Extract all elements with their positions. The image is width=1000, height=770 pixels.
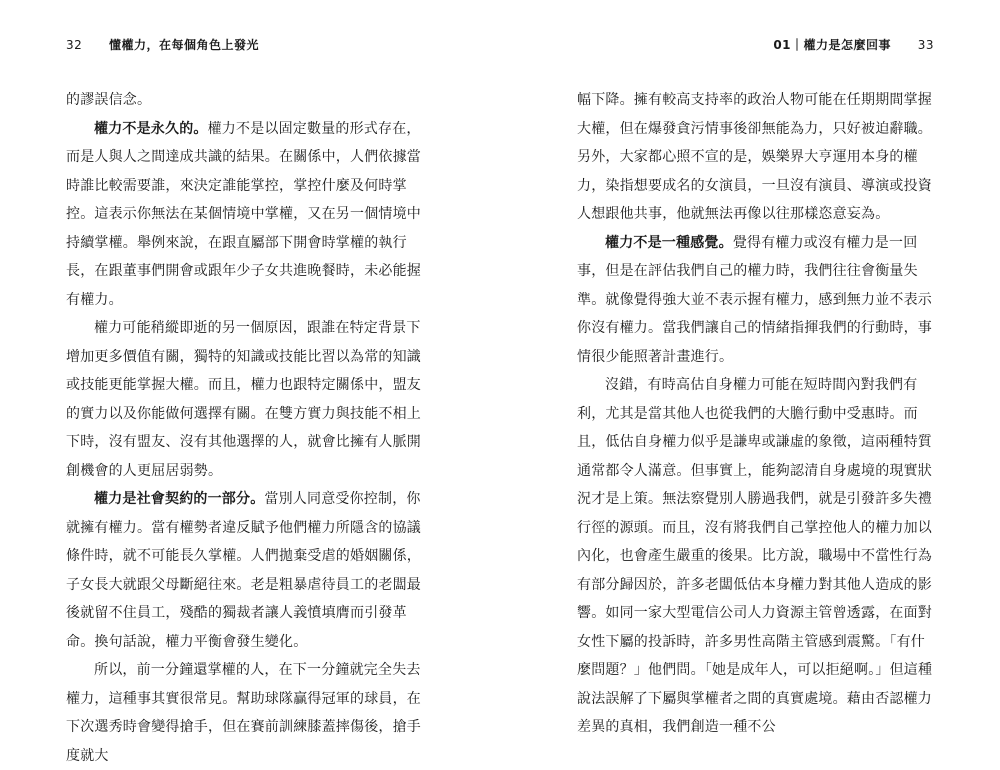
book-title: 懂權力，在每個角色上發光 [108,38,259,52]
paragraph [66,485,428,656]
paragraph: 的謬誤信念。 [66,92,152,108]
right-page-header [773,36,934,53]
paragraph [577,229,939,372]
left-page-header [66,36,259,53]
paragraph: 幅下降。擁有較高支持率的政治人物可能在任期期間掌握大權，但在爆發貪污情事後卻無能為力，只好被迫辭職。另外，大家都心照不宣的是，娛樂界大亨運用本身的權力，染指想要成名的女演員，一旦沒有演員、導演或投資人想跟他共事，他就無法再像以往那樣恣意妄為。 [577,92,932,222]
right-page-body [577,86,939,742]
right-page-number: 33 [917,38,934,52]
left-page-body [66,86,428,770]
left-page-number: 32 [66,38,83,52]
paragraph-text: 權力不是以固定數量的形式存在，而是人與人之間達成共識的結果。在關係中，人們依據當時誰比較需要誰，來決定誰能掌控，掌控什麼及何時掌控。這表示你無法在某個情境中掌權，又在另一個情境中持續掌權。舉例來說，在跟直屬部下開會時掌權的執行長，在跟董事們開會或跟年少子女共進晚餐時，未必能握有權力。 [66,120,421,308]
paragraph: 權力可能稍縱即逝的另一個原因，跟誰在特定背景下增加更多價值有關，獨特的知識或技能比習以為常的知識或技能更能掌握大權。而且，權力也跟特定關係中，盟友的實力以及你能做何選擇有關。在雙方實力與技能不相上下時，沒有盟友、沒有其他選擇的人，就會比擁有人脈開創機會的人更屈居弱勢。 [66,320,421,479]
paragraph [66,115,428,315]
paragraph: 所以，前一分鐘還掌權的人，在下一分鐘就完全失去權力，這種事其實很常見。幫助球隊贏得冠軍的球員，在下次選秀時會變得搶手，但在賽前訓練膝蓋摔傷後，搶手度就大 [66,662,421,764]
paragraph-heading: 權力不是一種感覺。 [605,234,733,251]
paragraph-heading: 權力是社會契約的一部分。 [94,491,265,507]
chapter-title: 01｜權力是怎麼回事 [773,38,892,52]
paragraph-text: 覺得有權力或沒有權力是一回事，但是在評估我們自己的權力時，我們往往會衡量失準。就像覺得強大並不表示握有權力，感到無力並不表示你沒有權力。當我們讓自己的情緒指揮我們的行動時，事情很少能照著計畫進行。 [577,234,932,365]
paragraph-heading: 權力不是永久的。 [94,120,208,137]
paragraph-text: 當別人同意受你控制，你就擁有權力。當有權勢者違反賦予他們權力所隱含的協議條件時，就不可能長久掌權。人們拋棄受虐的婚姻關係，子女長大就跟父母斷絕往來。老是粗暴虐待員工的老闆最後就留不住員工，殘酷的獨裁者讓人義憤填膺而引發革命。換句話說，權力平衡會發生變化。 [66,491,421,650]
paragraph: 沒錯，有時高估自身權力可能在短時間內對我們有利，尤其是當其他人也從我們的大膽行動中受惠時。而且，低估自身權力似乎是謙卑或謙虛的象徵，這兩種特質通常都令人滿意。但事實上，能夠認清自身處境的現實狀況才是上策。無法察覺別人勝過我們，就是引發許多失禮行徑的源頭。而且，沒有將我們自己掌控他人的權力加以內化，也會產生嚴重的後果。比方說，職場中不當性行為有部分歸因於，許多老闆低估本身權力對其他人造成的影響。如同一家大型電信公司人力資源主管曾透露，在面對女性下屬的投訴時，許多男性高階主管感到震驚。「有什麼問題？」他們問。「她是成年人，可以拒絕啊。」但這種說法誤解了下屬與掌權者之間的真實處境。藉由否認權力差異的真相，我們創造一種不公 [577,377,933,735]
